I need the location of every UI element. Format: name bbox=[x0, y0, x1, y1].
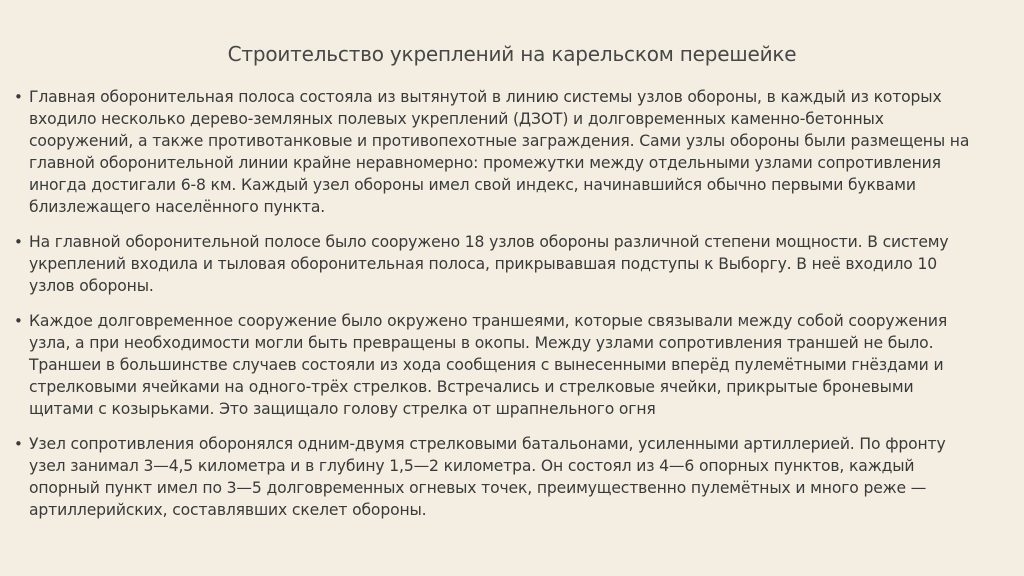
bullet-marker: • bbox=[14, 312, 23, 330]
bullet-item bbox=[14, 310, 974, 420]
bullet-text: Узел сопротивления оборонялся одним-двумя стрелковыми батальонами, усиленными артиллерией. По фронту узел занимал 3—4,5 километра и в глубину 1,5—2 километра. Он состоял из 4—6 опорных пунктов, каждый опорный пункт имел по 3—5 долговременных огневых точек, преимущественно пулемётных и много реже — артиллерийских, составлявших скелет обороны. bbox=[29, 435, 946, 519]
bullet-item bbox=[14, 86, 974, 218]
bullet-list bbox=[14, 86, 974, 534]
bullet-text: Главная оборонительная полоса состояла из вытянутой в линию системы узлов обороны, в каждый из которых входило несколько дерево-земляных полевых укреплений (ДЗОТ) и долговременных каменно-бетонных сооружений, а также противотанковые и противопехотные заграждения. Сами узлы обороны были размещены на главной оборонительной линии крайне неравномерно: промежутки между отдельными узлами сопротивления иногда достигали 6-8 км. Каждый узел обороны имел свой индекс, начинавшийся обычно первыми буквами близлежащего населённого пункта. bbox=[29, 88, 970, 216]
bullet-marker: • bbox=[14, 233, 23, 251]
bullet-marker: • bbox=[14, 88, 23, 106]
bullet-text: Каждое долговременное сооружение было окружено траншеями, которые связывали между собой сооружения узла, а при необходимости могли быть превращены в окопы. Между узлами сопротивления траншей не было. Траншеи в большинстве случаев состояли из хода сообщения с вынесенными вперёд пулемётными гнёздами и стрелковыми ячейками на одного-трёх стрелков. Встречались и стрелковые ячейки, прикрытые броневыми щитами с козырьками. Это защищало голову стрелка от шрапнельного огня bbox=[29, 312, 948, 418]
bullet-marker: • bbox=[14, 435, 23, 453]
bullet-item bbox=[14, 433, 974, 521]
bullet-text: На главной оборонительной полосе было сооружено 18 узлов обороны различной степени мощности. В систему укреплений входила и тыловая оборонительная полоса, прикрывавшая подступы к Выборгу. В неё входило 10 узлов обороны. bbox=[29, 233, 949, 295]
slide-title: Строительство укреплений на карельском перешейке bbox=[227, 42, 797, 66]
bullet-item bbox=[14, 231, 974, 297]
